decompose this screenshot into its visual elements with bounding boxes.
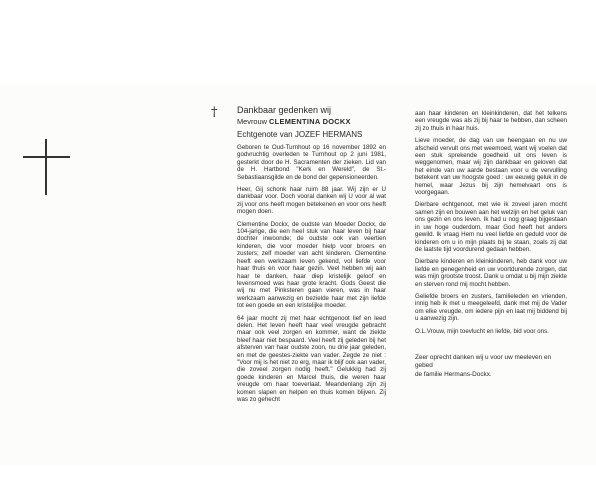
- heading-remember: Dankbaar gedenken wij: [237, 105, 332, 115]
- paragraph: Geliefde broers en zusters, familieleden en vrienden, innig heb ik met u meegeleefd, dank met mij de Vader om elke vreugde, om iedere pijn en laat mij biddend bij u aanwezig zijn.: [415, 292, 567, 323]
- paragraph: Dierbare kinderen en kleinkinderen, heb dank voor uw liefde en genegenheid en uw voortdurende zorgen, dat was mijn grootste troost. Dank u omdat u bij mijn ziekte en sterven rond mij mocht hebben.: [415, 258, 567, 288]
- name-prefix: Mevrouw: [237, 117, 267, 126]
- dagger-icon: †: [211, 105, 218, 120]
- name-text: CLEMENTINA DOCKX: [269, 117, 351, 126]
- paragraph: aan haar kinderen en kleinkinderen, dat het telkens een vreugde was als zij bij haar te hebben, dan scheen zij zo thuis in haar huis.: [415, 110, 567, 132]
- spouse-line: Echtgenote van JOZEF HERMANS: [237, 130, 363, 139]
- family-signature: de familie Hermans-Dockx.: [415, 371, 492, 378]
- right-column: [415, 110, 567, 340]
- deceased-name: [237, 118, 351, 126]
- paragraph: O.L.Vrouw, mijn toevlucht en liefde, bid voor ons.: [415, 327, 549, 335]
- paragraph: Clementine Dockx, de oudste van Moeder Dockx, de 104-jarige, die een heel stuk van haar leven bij haar dochter inwoonde; de oudste ook van veertien kinderen, die voor moeder hielp voor broers en zusters; zelf moeder van acht kinderen. Clementine heeft een werkzaam leven gekend, vol liefde voor haar thuis en voor haar gezin. Veel hebben wij aan haar te danken, haar diep kristelijk geloof en levensmoed was haar grote kracht. Gods Geest die wij nu met Pinksteren gaan vieren, was in haar werkzaam aanwezig en bezielde haar met zijn liefde tot een goede en een kristelijke moeder.: [237, 220, 386, 310]
- paragraph: Heer, Gij schonk haar ruim 88 jaar. Wij zijn er U dankbaar voor. Doch vooral danken wij U voor al wat zij voor ons heeft mogen betekenen en voor ons heeft mogen doen.: [237, 186, 386, 216]
- paragraph: Lieve moeder, de dag van uw heengaan en nu uw afscheid vervult ons met weemoed, want wij voelen dat een stuk sprekende goedheid uit ons leven is weggenomen, maar wij zijn dankbaar en geloven dat het einde van uw aarde bestaan voor u de vervulling betekent van uw hoogste goed : uw eeuwig geluk in de hemel, waar Jezus bij zijn hemelvaart ons is voorgegaan.: [415, 137, 567, 197]
- paragraph: Geboren te Oud-Turnhout op 16 november 1892 en godvruchtig overleden te Turnhout op 2 juni 1981, gesterkt door de H. Sacramenten der zieken. Lid van de H. Hartbond "Kerk en Wereld", de St.-Sebastiaansgilde en de bond der gepensioneerden.: [237, 144, 386, 181]
- left-column: [237, 144, 386, 408]
- paragraph: 64 jaar mocht zij met haar echtgenoot lief en leed delen. Het leven heeft haar veel vreugde gebracht maar ook veel zorgen en kommer, want de ziekte bleef haar niet bespaard. Veel heeft zij geleden bij het afsterven van haar oudste zoon, nu drie jaar geleden, en met de geestes-ziekte van vader. Zegde ze niet : "Voor mij is het niet zo erg, maar ik blijf ook aan vader, die zoveel zorgen nodig heeft." Gelukkig had zij goede kinderen en Marcel thuis, die weren haar vreugde om haar toeverlaat. Meandenlang zijn zij komen slapen en helpen en thuis komen blijven. Zij was zo gehecht: [237, 314, 386, 403]
- cross-icon: [45, 139, 47, 195]
- paragraph: Dierbare echtgenoot, met wie ik zoveel jaren mocht samen zijn en bouwen aan het welzijn en het geluk van ons gezin en ons leven. Ik had u nog graag bijgestaan in uw hoge ouderdom, maar God heeft het anders gewild. Ik vraag Hem nu veel liefde en geduld voor de kinderen om u in mijn plaats bij te staan, zoals zij dat de laatste tijd voordurend gedaan hebben.: [415, 201, 567, 253]
- cross-icon-bar: [23, 156, 70, 158]
- thanks-text: Zeer oprecht danken wij u voor uw meeleven en gebed: [415, 354, 552, 369]
